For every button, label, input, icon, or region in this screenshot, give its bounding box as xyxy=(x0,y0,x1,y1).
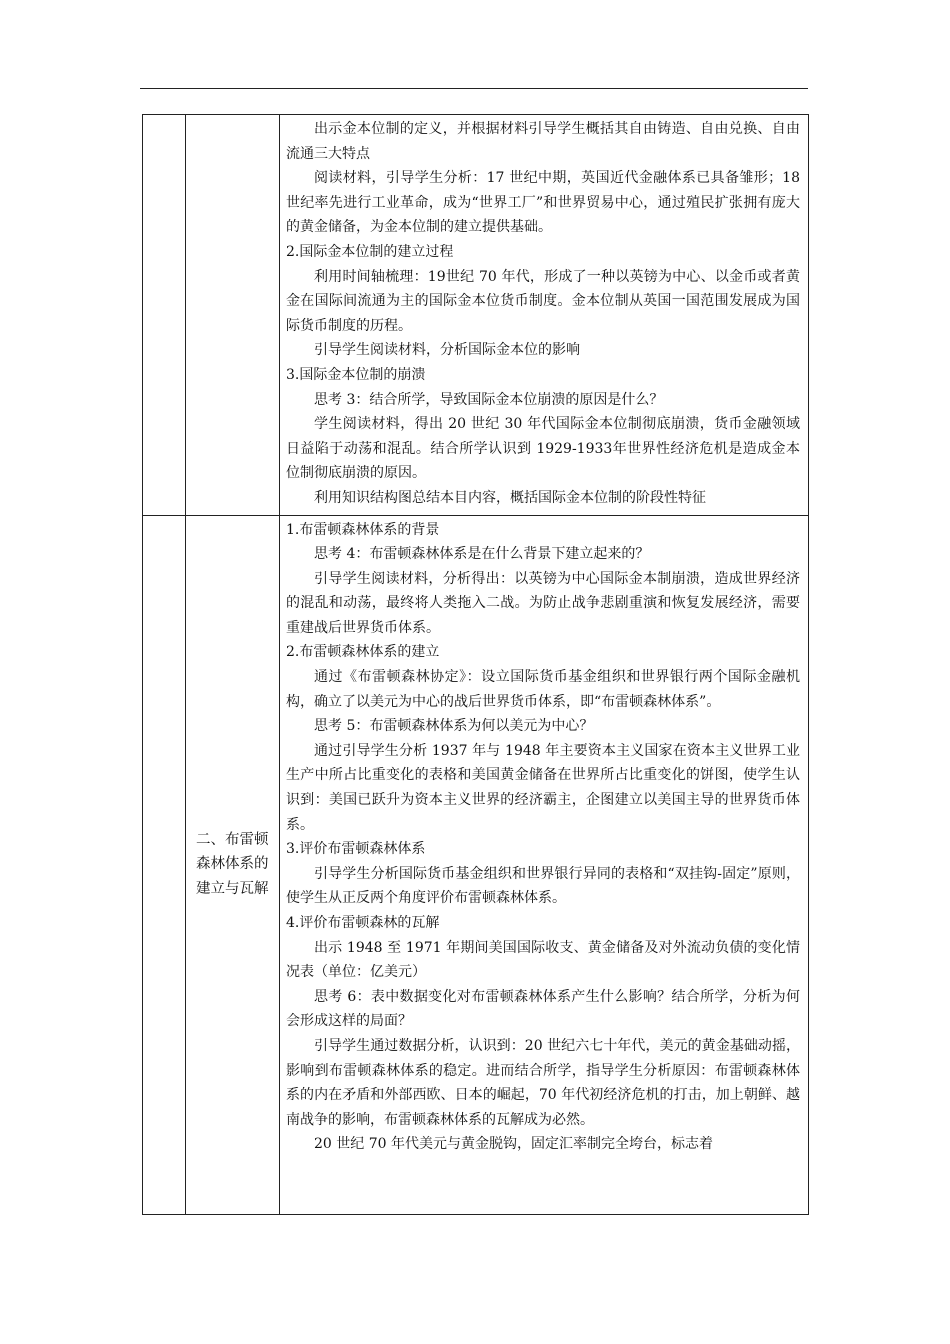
paragraph: 利用时间轴梳理：19世纪 70 年代，形成了一种以英镑为中心、以金币或者黄金在国际间流通为主的国际金本位货币制度。金本位制从英国一国范围发展成为国际货币制度的历程。 xyxy=(286,268,800,334)
paragraph: 出示金本位制的定义，并根据材料引导学生概括其自由铸造、自由兑换、自由流通三大特点 xyxy=(286,121,800,162)
section-title: 二、布雷顿森林体系的建立与瓦解 xyxy=(186,515,280,1214)
paragraph: 20 世纪 70 年代美元与黄金脱钩，固定汇率制完全垮台，标志着 xyxy=(314,1136,713,1153)
subheading: 3.评价布雷顿森林体系 xyxy=(286,841,426,858)
paragraph: 思考 4：布雷顿森林体系是在什么背景下建立起来的？ xyxy=(314,546,650,563)
paragraph: 利用知识结构图总结本目内容，概括国际金本位制的阶段性特征 xyxy=(314,489,706,506)
table-row xyxy=(143,515,809,1214)
paragraph: 通过《布雷顿森林协定》：设立国际货币基金组织和世界银行两个国际金融机构，确立了以美元为中心的战后世界货币体系，即“布雷顿森林体系”。 xyxy=(286,669,800,710)
subheading: 3.国际金本位制的崩溃 xyxy=(286,366,426,383)
subheading: 2.布雷顿森林体系的建立 xyxy=(286,644,440,661)
paragraph: 引导学生分析国际货币基金组织和世界银行异同的表格和“双挂钩-固定”原则，使学生从正反两个角度评价布雷顿森林体系。 xyxy=(286,865,800,907)
paragraph: 思考 3：结合所学，导致国际金本位崩溃的原因是什么？ xyxy=(314,391,664,408)
section-cell xyxy=(186,115,280,516)
paragraph: 通过引导学生分析 1937 年与 1948 年主要资本主义国家在资本主义世界工业生产中所占比重变化的表格和美国黄金储备在世界所占比重变化的饼图，使学生认识到：美国已跃升为资本主义世界的经济霸主，企图建立以美国主导的世界货币体系。 xyxy=(286,742,800,833)
paragraph: 阅读材料，引导学生分析：17 世纪中期，英国近代金融体系已具备雏形；18 世纪率先进行工业革命，成为“世界工厂”和世界贸易中心，通过殖民扩张拥有庞大的黄金储备，为金本位制的建立提供基础。 xyxy=(286,170,800,236)
paragraph: 思考 5：布雷顿森林体系为何以美元为中心？ xyxy=(314,718,594,735)
blank-cell xyxy=(143,515,186,1214)
content-cell xyxy=(280,115,809,516)
paragraph: 学生阅读材料，得出 20 世纪 30 年代国际金本位制彻底崩溃，货币金融领域日益陷于动荡和混乱。结合所学认识到 1929-1933年世界性经济危机是造成金本位制彻底崩溃的原因。 xyxy=(286,416,800,482)
lesson-plan-table xyxy=(142,114,809,1215)
content-cell xyxy=(280,515,809,1214)
header-rule xyxy=(140,88,808,89)
blank-cell xyxy=(143,115,186,516)
paragraph: 出示 1948 至 1971 年期间美国国际收支、黄金储备及对外流动负债的变化情况表（单位：亿美元） xyxy=(286,939,800,981)
paragraph: 思考 6：表中数据变化对布雷顿森林体系产生什么影响？结合所学，分析为何会形成这样的局面？ xyxy=(286,988,800,1030)
subheading: 1.布雷顿森林体系的背景 xyxy=(286,521,440,538)
paragraph: 引导学生阅读材料，分析国际金本位的影响 xyxy=(314,342,580,359)
subheading: 4.评价布雷顿森林的瓦解 xyxy=(286,915,440,931)
table-row xyxy=(143,115,809,516)
paragraph: 引导学生阅读材料，分析得出：以英镑为中心国际金本制崩溃，造成世界经济的混乱和动荡，最终将人类拖入二战。为防止战争悲剧重演和恢复发展经济，需要重建战后世界货币体系。 xyxy=(286,570,800,636)
subheading: 2.国际金本位制的建立过程 xyxy=(286,243,454,260)
paragraph: 引导学生通过数据分析，认识到：20 世纪六七十年代，美元的黄金基础动摇，影响到布雷顿森林体系的稳定。进而结合所学，指导学生分析原因：布雷顿森林体系的内在矛盾和外部西欧、日本的崛起，70 年代初经济危机的打击，加上朝鲜、越南战争的影响，布雷顿森林体系的瓦解成为必然。 xyxy=(286,1037,800,1128)
